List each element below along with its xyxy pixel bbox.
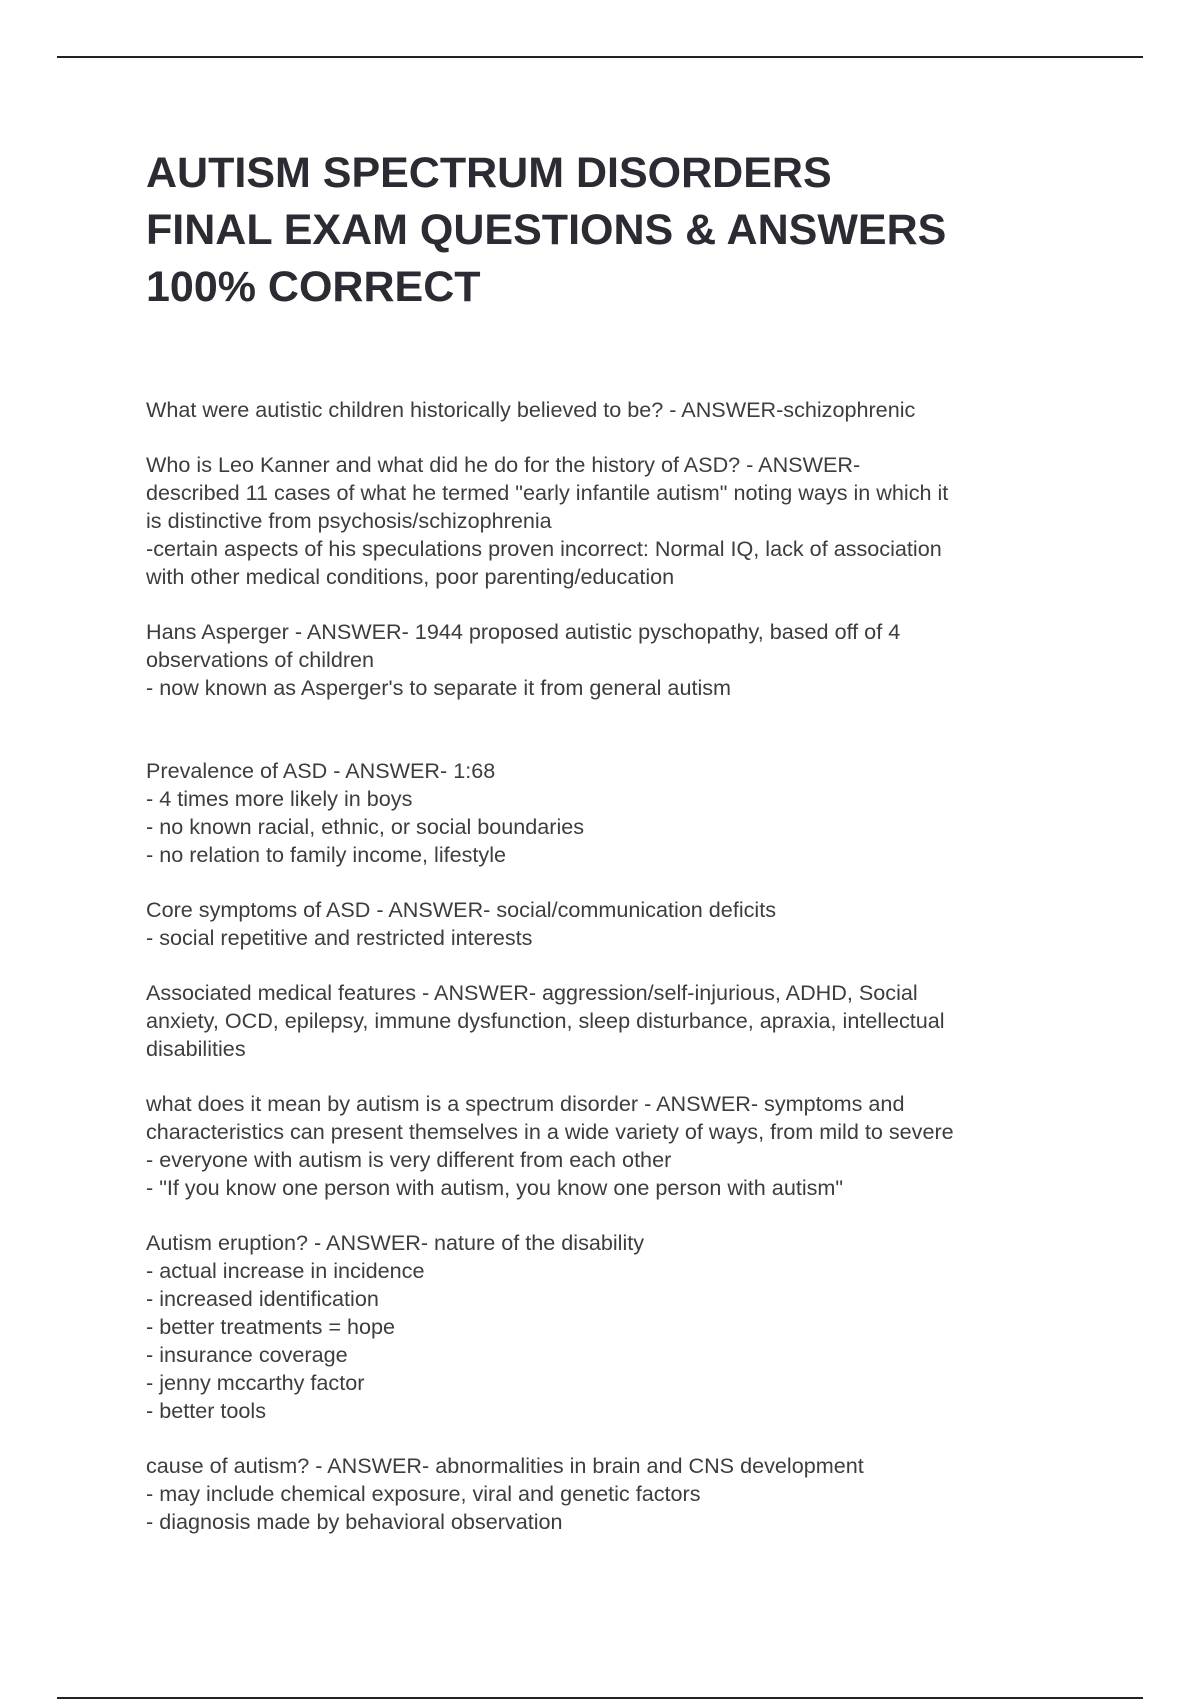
qa-entry-cause [146, 1452, 1086, 1536]
qa-line: what does it mean by autism is a spectrum disorder - ANSWER- symptoms and [146, 1091, 905, 1116]
qa-line: is distinctive from psychosis/schizophrenia [146, 508, 552, 533]
qa-line: What were autistic children historically believed to be? - ANSWER-schizophrenic [146, 397, 916, 422]
qa-line: anxiety, OCD, epilepsy, immune dysfunction, sleep disturbance, apraxia, intellectual [146, 1008, 945, 1033]
qa-line: cause of autism? - ANSWER- abnormalities in brain and CNS development [146, 1453, 864, 1478]
qa-line: Who is Leo Kanner and what did he do for the history of ASD? - ANSWER- [146, 452, 861, 477]
qa-entry-medical-features [146, 979, 1086, 1063]
title-line: 100% CORRECT [146, 263, 481, 311]
qa-line: described 11 cases of what he termed "early infantile autism" noting ways in which it [146, 480, 949, 505]
qa-entry-leo-kanner [146, 451, 1086, 591]
qa-list [146, 396, 1086, 1536]
qa-line: - may include chemical exposure, viral and genetic factors [146, 1481, 701, 1506]
page-title [146, 145, 1076, 316]
qa-line: - better tools [146, 1398, 267, 1423]
qa-line: - social repetitive and restricted interests [146, 925, 533, 950]
qa-line: - diagnosis made by behavioral observation [146, 1509, 563, 1534]
qa-entry-core-symptoms [146, 896, 1086, 952]
qa-line: - jenny mccarthy factor [146, 1370, 365, 1395]
qa-line: Autism eruption? - ANSWER- nature of the disability [146, 1230, 645, 1255]
qa-line: characteristics can present themselves in a wide variety of ways, from mild to severe [146, 1119, 954, 1144]
bottom-rule [57, 1697, 1143, 1699]
qa-line: - everyone with autism is very different from each other [146, 1147, 672, 1172]
qa-entry-spectrum-disorder [146, 1090, 1086, 1202]
qa-entry-historical-belief [146, 396, 1086, 424]
qa-line: - insurance coverage [146, 1342, 348, 1367]
qa-line: Prevalence of ASD - ANSWER- 1:68 [146, 758, 496, 783]
qa-line: Associated medical features - ANSWER- aggression/self-injurious, ADHD, Social [146, 980, 918, 1005]
qa-line: - increased identification [146, 1286, 379, 1311]
qa-entry-hans-asperger [146, 618, 1086, 702]
top-rule [57, 56, 1143, 58]
title-line: FINAL EXAM QUESTIONS & ANSWERS [146, 206, 947, 254]
qa-line: Hans Asperger - ANSWER- 1944 proposed autistic pyschopathy, based off of 4 [146, 619, 901, 644]
qa-line: - no relation to family income, lifestyle [146, 842, 507, 867]
qa-line: - better treatments = hope [146, 1314, 396, 1339]
qa-line: - no known racial, ethnic, or social boundaries [146, 814, 585, 839]
qa-line: disabilities [146, 1036, 246, 1061]
qa-line: Core symptoms of ASD - ANSWER- social/communication deficits [146, 897, 777, 922]
title-line: AUTISM SPECTRUM DISORDERS [146, 149, 832, 197]
qa-line: -certain aspects of his speculations proven incorrect: Normal IQ, lack of association [146, 536, 942, 561]
qa-entry-autism-eruption [146, 1229, 1086, 1425]
qa-line: - "If you know one person with autism, you know one person with autism" [146, 1175, 844, 1200]
qa-line: with other medical conditions, poor parenting/education [146, 564, 675, 589]
qa-line: - 4 times more likely in boys [146, 786, 413, 811]
qa-line: observations of children [146, 647, 375, 672]
qa-entry-prevalence [146, 757, 1086, 869]
qa-line: - now known as Asperger's to separate it from general autism [146, 675, 732, 700]
qa-line: - actual increase in incidence [146, 1258, 425, 1283]
